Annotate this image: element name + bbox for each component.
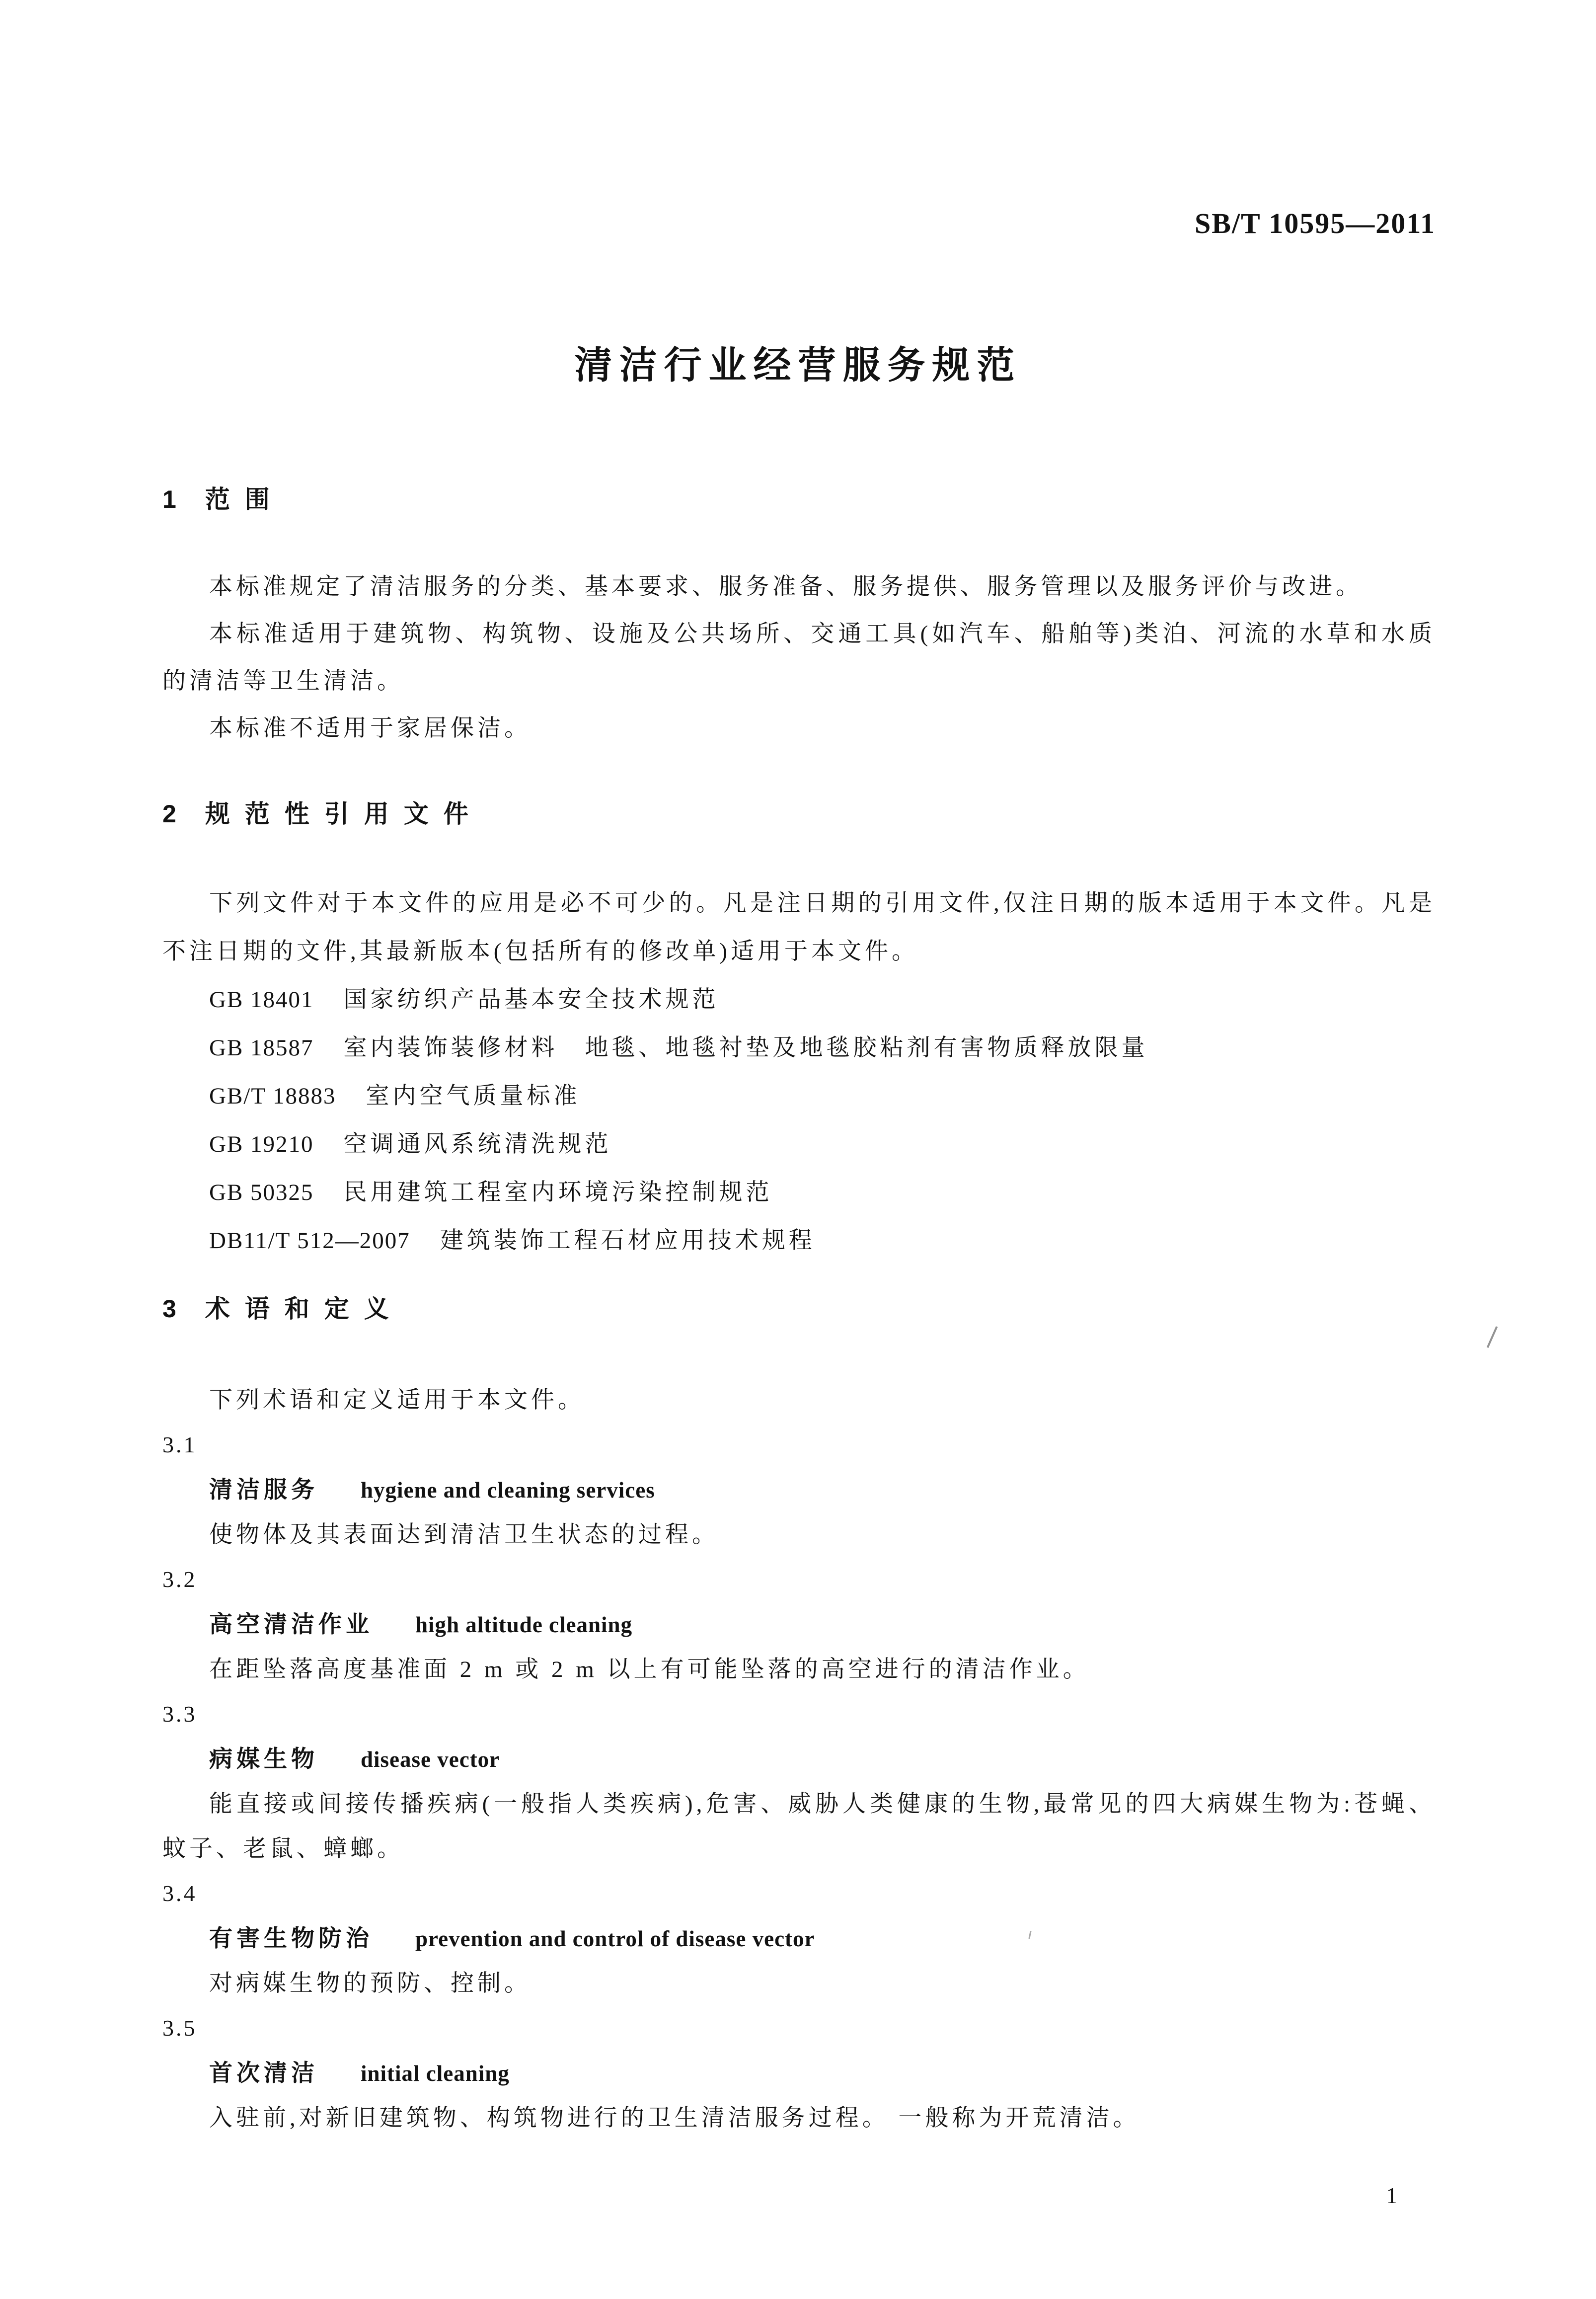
reference-code: GB 50325 [209,1180,314,1205]
section-1-heading [162,484,285,514]
reference-item [162,1024,1436,1072]
reference-item [162,1169,1436,1217]
scan-artifact [1487,1326,1498,1348]
section-2-body [162,879,1436,1265]
reference-code: GB 18587 [209,1035,314,1061]
reference-name: 国家纺织产品基本安全技术规范 [343,987,719,1013]
section-2-heading [162,799,483,829]
term-zh: 有害生物防治 [209,1925,373,1951]
references-intro: 下列文件对于本文件的应用是必不可少的。凡是注日期的引用文件,仅注日期的版本适用于本文件。凡是不注日期的文件,其最新版本(包括所有的修改单)适用于本文件。 [162,890,1436,964]
term-number: 3.1 [162,1432,197,1457]
reference-name: 室内装饰装修材料 地毯、地毯衬垫及地毯胶粘剂有害物质释放限量 [343,1035,1148,1061]
term-number: 3.3 [162,1701,197,1727]
term-definition: 入驻前,对新旧建筑物、构筑物进行的卫生清洁服务过程。 一般称为开荒清洁。 [209,2105,1140,2131]
scope-paragraph-1: 本标准规定了清洁服务的分类、基本要求、服务准备、服务提供、服务管理以及服务评价与改进。 [209,574,1363,600]
term-number: 3.4 [162,1881,197,1906]
term-title [162,2051,1436,2096]
term-zh: 病媒生物 [209,1745,318,1772]
reference-name: 民用建筑工程室内环境污染控制规范 [343,1180,773,1205]
term-number: 3.5 [162,2015,197,2041]
term-title [162,1737,1436,1782]
term-en: disease vector [361,1747,500,1772]
section-3-heading [162,1294,404,1324]
term-en: initial cleaning [361,2061,510,2086]
section-2-title: 规范性引用文件 [205,800,483,828]
section-3-body [162,1378,1436,2140]
term-en: high altitude cleaning [415,1612,633,1637]
section-2-number: 2 [162,800,176,828]
reference-code: GB 18401 [209,987,314,1013]
section-3-title: 术语和定义 [205,1295,404,1323]
terms-intro: 下列术语和定义适用于本文件。 [209,1387,585,1413]
term-zh: 首次清洁 [209,2060,318,2086]
section-1-number: 1 [162,485,176,513]
reference-item [162,1217,1436,1265]
document-title: 清洁行业经营服务规范 [574,344,1022,387]
section-3-number: 3 [162,1295,176,1323]
section-1-title: 范围 [205,485,285,513]
reference-code: GB 19210 [209,1131,314,1157]
term-title [162,1602,1436,1647]
scope-paragraph-3: 本标准不适用于家居保洁。 [209,715,531,741]
term-definition: 对病媒生物的预防、控制。 [209,1971,531,1996]
term-number: 3.2 [162,1567,197,1592]
section-1-body [162,563,1436,752]
term-definition: 能直接或间接传播疾病(一般指人类疾病),危害、威胁人类健康的生物,最常见的四大病媒生物为:苍蝇、蚊子、老鼠、蟑螂。 [162,1791,1436,1862]
page-number: 1 [1386,2183,1397,2208]
scope-paragraph-2: 本标准适用于建筑物、构筑物、设施及公共场所、交通工具(如汽车、船舶等)类泊、河流的水草和水质的清洁等卫生清洁。 [162,621,1436,694]
reference-item [162,1072,1436,1120]
reference-name: 室内空气质量标准 [366,1083,581,1109]
reference-item [162,976,1436,1024]
term-definition: 使物体及其表面达到清洁卫生状态的过程。 [209,1522,719,1548]
reference-item [162,1120,1436,1169]
term-zh: 高空清洁作业 [209,1611,373,1637]
term-en: prevention and control of disease vector [415,1926,815,1951]
reference-code: GB/T 18883 [209,1083,336,1109]
term-title [162,1467,1436,1512]
reference-code: DB11/T 512—2007 [209,1228,410,1254]
term-en: hygiene and cleaning services [361,1478,655,1503]
term-zh: 清洁服务 [209,1476,318,1503]
term-title [162,1916,1436,1961]
reference-name: 建筑装饰工程石材应用技术规程 [440,1228,816,1254]
term-definition: 在距坠落高度基准面 2 m 或 2 m 以上有可能坠落的高空进行的清洁作业。 [209,1657,1090,1682]
standard-code: SB/T 10595—2011 [1195,207,1436,239]
reference-name: 空调通风系统清洗规范 [343,1131,612,1157]
